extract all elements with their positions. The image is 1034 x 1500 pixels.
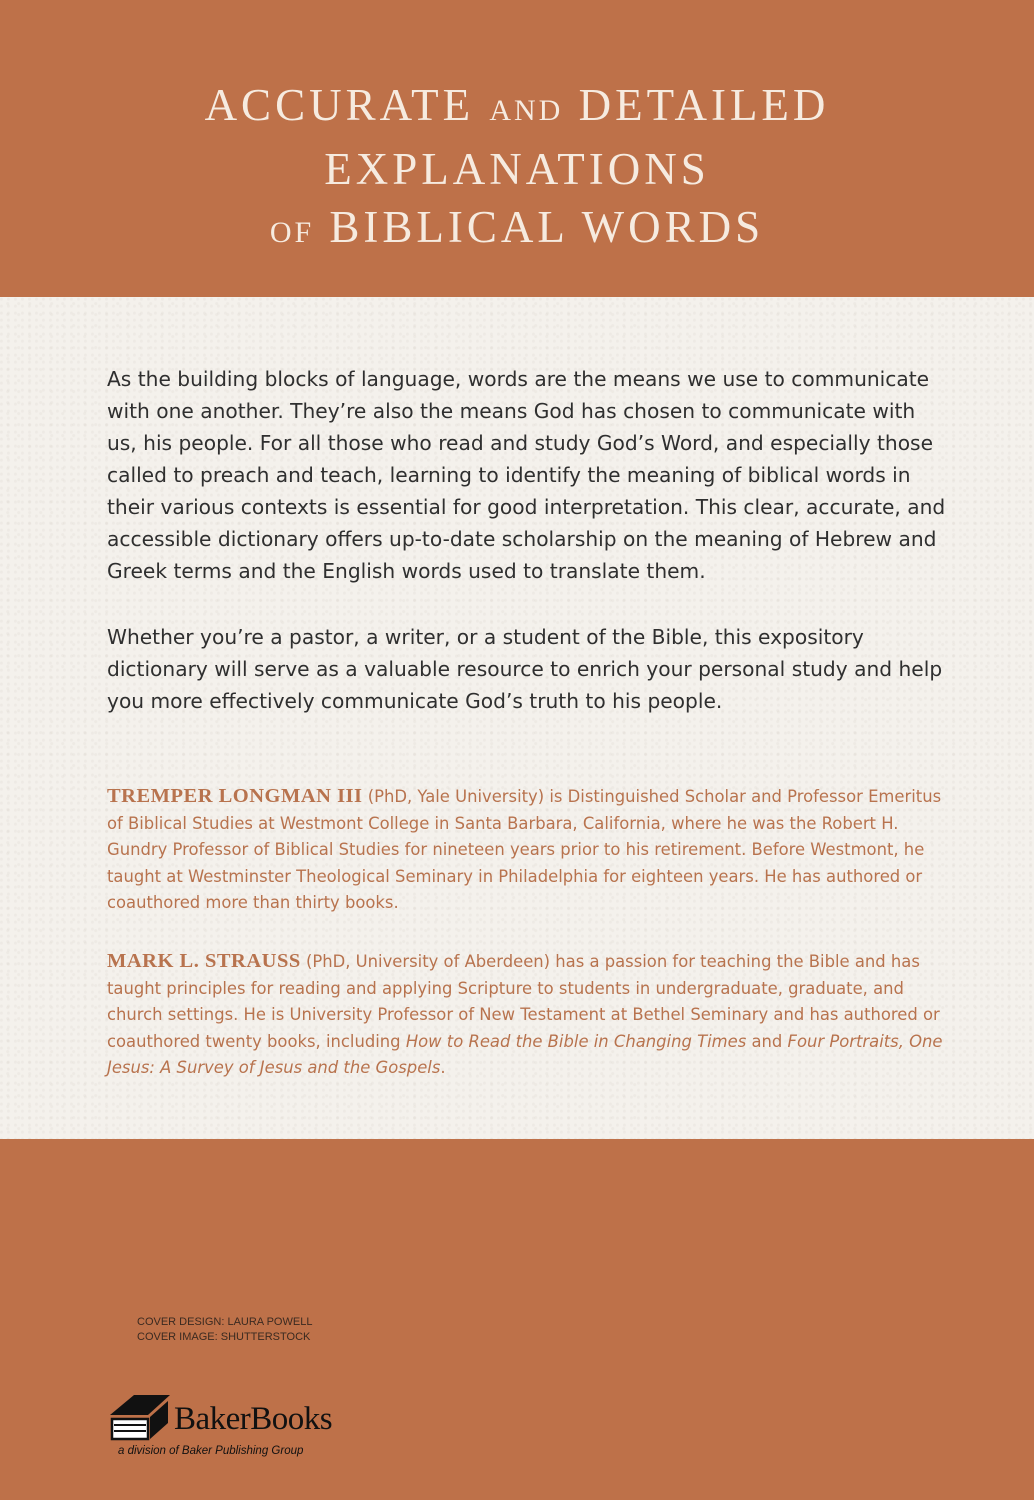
author-bio-strauss: [107, 948, 957, 1082]
author-bio-strauss-text-c: .: [440, 1058, 446, 1077]
cover-credits: [137, 1315, 312, 1345]
credit-cover-image: COVER IMAGE: SHUTTERSTOCK: [137, 1331, 311, 1343]
cover-headline: [0, 76, 1034, 262]
book-title-four-portraits: Four Portraits, One Jesus: A Survey of Jesus and the Gospels: [107, 1031, 943, 1077]
headline-word-explanations: EXPLANATIONS: [324, 144, 710, 194]
headline-word-detailed: DETAILED: [578, 80, 830, 130]
description-paragraph-1: As the building blocks of language, words are the means we use to communicate with one another. They’re also the means God has chosen to communicate with us, his people. For all those who read and study God’s Word, and especially those called to preach and teach, learning to identify the meaning of biblical words in their various contexts is essential for good interpretation. This clear, accurate, and accessible dictionary offers up-to-date scholarship on the meaning of Hebrew and Greek terms and the English words used to translate them.: [107, 367, 946, 583]
author-name-strauss: MARK L. STRAUSS: [107, 950, 301, 972]
headline-words-biblical-words: BIBLICAL WORDS: [329, 202, 765, 252]
publisher-name: BakerBooks: [174, 1401, 333, 1437]
author-name-longman: TREMPER LONGMAN III: [107, 785, 363, 807]
author-bio-longman-text: (PhD, Yale University) is Distinguished Scholar and Professor Emeritus of Biblical Studies at Westmont College in Santa Barbara, California, where he was the Robert H. Gundry Professor of Biblical Studies for nineteen years prior to his retirement. Before Westmont, he taught at Westminster Theological Seminary in Philadelphia for eighteen years. He has authored or coauthored more than thirty books.: [107, 787, 942, 912]
headline-word-of: OF: [269, 216, 315, 249]
baker-books-house-logo-icon: [108, 1381, 172, 1445]
headline-line-3: [0, 198, 1034, 262]
author-bio-strauss-text-a: (PhD, University of Aberdeen) has a passion for teaching the Bible and has taught principles for reading and applying Scripture to students in undergraduate, graduate, and church settings. He is University Professor of New Testament at Bethel Seminary and has authored or coauthored twenty books, including: [107, 952, 940, 1051]
publisher-logo: [108, 1381, 408, 1463]
headline-word-and: AND: [489, 94, 564, 127]
author-bio-longman: [107, 783, 957, 917]
headline-line-2: [0, 140, 1034, 198]
paper-panel: [0, 297, 1034, 1139]
headline-line-1: [0, 76, 1034, 140]
author-bio-strauss-text-b: and: [746, 1031, 788, 1051]
book-title-changing-times: How to Read the Bible in Changing Times: [405, 1031, 747, 1051]
description-paragraph-2: Whether you’re a pastor, a writer, or a student of the Bible, this expository dictionary will serve as a valuable resource to enrich your personal study and help you more effectively communicate God’s truth to his people.: [107, 625, 943, 713]
credit-cover-design: COVER DESIGN: LAURA POWELL: [137, 1316, 313, 1328]
publisher-division: a division of Baker Publishing Group: [118, 1445, 304, 1457]
headline-word-accurate: ACCURATE: [204, 80, 475, 130]
